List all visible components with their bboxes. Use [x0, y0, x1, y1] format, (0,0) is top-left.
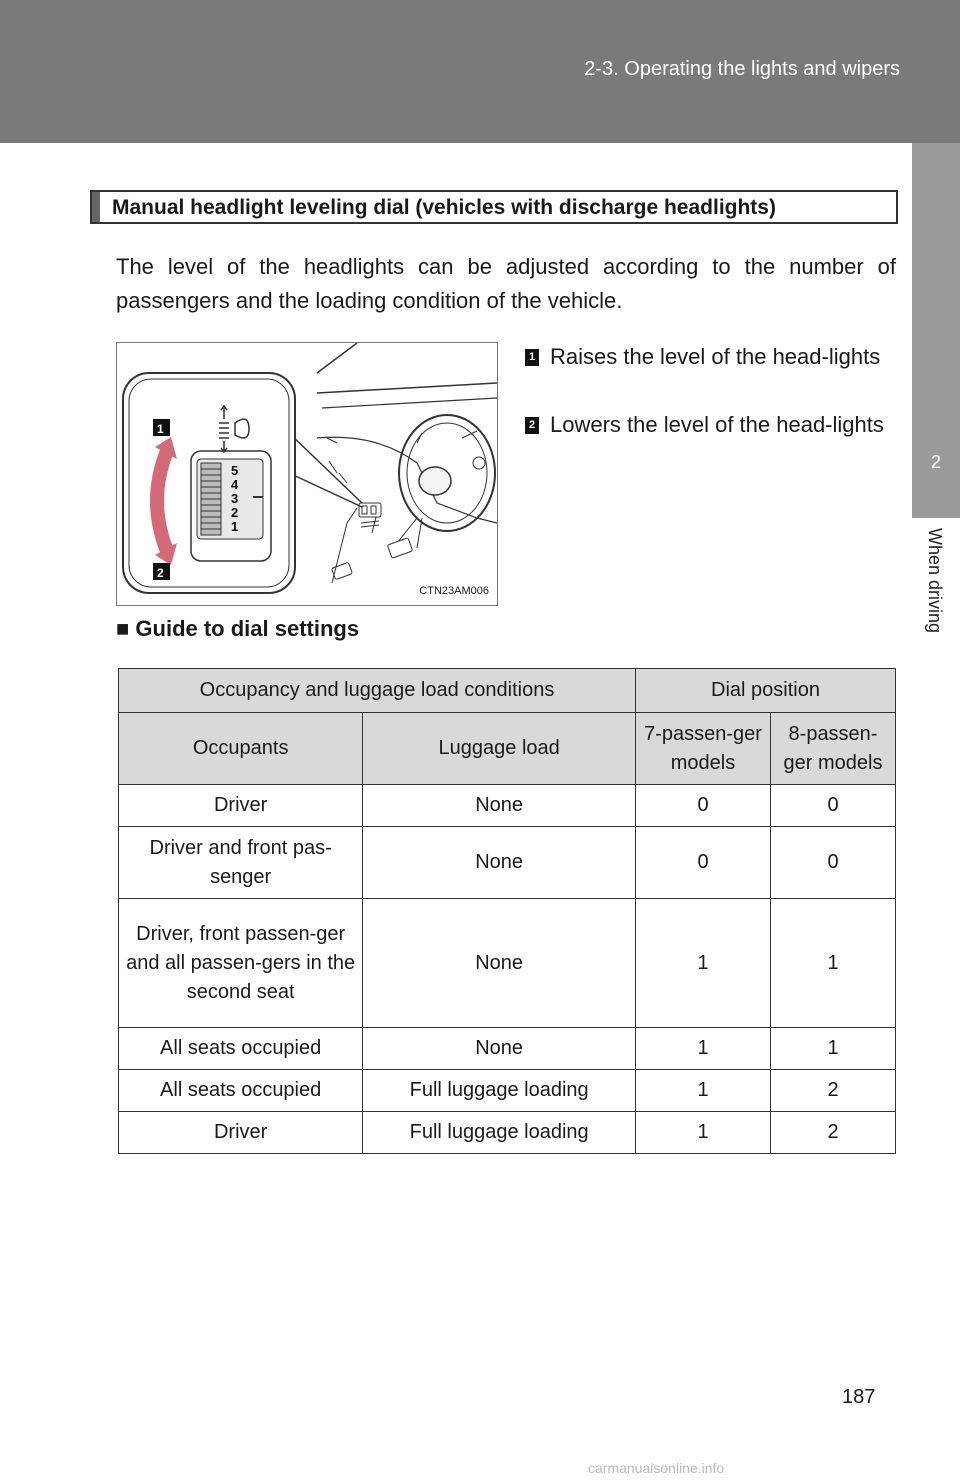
- dial-number-1: 1: [231, 519, 239, 534]
- intro-paragraph: The level of the headlights can be adjusted according to the number of passengers and the loading condition of the vehicle.: [116, 254, 896, 313]
- table-cell: Full luggage loading: [363, 1070, 636, 1112]
- table-cell: 0: [771, 785, 896, 827]
- fig-callout-2: 2: [157, 566, 164, 580]
- dashboard-illustration: [117, 343, 497, 605]
- header-cell: Dial position: [636, 669, 896, 713]
- table-cell: 2: [771, 1070, 896, 1112]
- table-cell: 1: [771, 1028, 896, 1070]
- table-row: [119, 1028, 896, 1070]
- legend-text: Raises the level of the head-lights: [550, 344, 881, 369]
- sub-heading: ■ Guide to dial settings: [116, 616, 360, 641]
- table-row: [119, 899, 896, 1028]
- table-cell: 1: [771, 899, 896, 1028]
- table-cell: None: [363, 1028, 636, 1070]
- table-row: [119, 1070, 896, 1112]
- side-chapter-label-wrap: [890, 518, 960, 678]
- table-header-row: [119, 669, 896, 713]
- legend-text: Lowers the level of the head-lights: [550, 412, 884, 437]
- table-cell: All seats occupied: [119, 1028, 363, 1070]
- table-cell: Driver and front pas-senger: [119, 827, 363, 899]
- table-cell: 1: [636, 1070, 771, 1112]
- table-cell: 0: [636, 827, 771, 899]
- header-title: 2-3. Operating the lights and wipers: [584, 58, 900, 80]
- table-cell: Driver: [119, 785, 363, 827]
- table-cell: All seats occupied: [119, 1070, 363, 1112]
- table-cell: None: [363, 785, 636, 827]
- table-cell: 0: [771, 827, 896, 899]
- table-row: [119, 1112, 896, 1154]
- dial-number-4: 4: [231, 477, 239, 492]
- table-subheader-row: [119, 713, 896, 785]
- table-cell: Full luggage loading: [363, 1112, 636, 1154]
- side-chapter-number: 2: [930, 452, 941, 472]
- header-cell: Luggage load: [363, 713, 636, 785]
- legend-number: 1: [525, 349, 539, 366]
- watermark: carmanualsonline.info: [588, 1460, 725, 1476]
- figure-code: CTN23AM006: [419, 585, 489, 597]
- dial-number-2: 2: [231, 505, 239, 520]
- header-cell: Occupancy and luggage load conditions: [119, 669, 636, 713]
- legend-number: 2: [525, 417, 539, 434]
- dial-number-3: 3: [231, 491, 239, 506]
- dial-settings-table: [118, 668, 896, 1154]
- table-cell: None: [363, 827, 636, 899]
- headlight-dial-figure: [116, 342, 498, 606]
- table-cell: None: [363, 899, 636, 1028]
- table-cell: Driver, front passen-ger and all passen-gers in the second seat: [119, 899, 363, 1028]
- page-number: 187: [842, 1386, 876, 1408]
- table-row: [119, 827, 896, 899]
- header-cell: 7-passen-ger models: [636, 713, 771, 785]
- table-row: [119, 785, 896, 827]
- section-title: Manual headlight leveling dial (vehicles with discharge headlights): [112, 196, 776, 219]
- table-cell: 1: [636, 1112, 771, 1154]
- table-cell: 0: [636, 785, 771, 827]
- side-chapter-label: When driving: [925, 528, 945, 634]
- page-header: [0, 0, 960, 143]
- fig-callout-1: 1: [157, 422, 164, 436]
- dial-number-5: 5: [231, 463, 239, 478]
- header-cell: Occupants: [119, 713, 363, 785]
- header-cell: 8-passen-ger models: [771, 713, 896, 785]
- section-title-box: [90, 190, 898, 224]
- table-cell: 1: [636, 1028, 771, 1070]
- table-cell: Driver: [119, 1112, 363, 1154]
- table-cell: 1: [636, 899, 771, 1028]
- table-cell: 2: [771, 1112, 896, 1154]
